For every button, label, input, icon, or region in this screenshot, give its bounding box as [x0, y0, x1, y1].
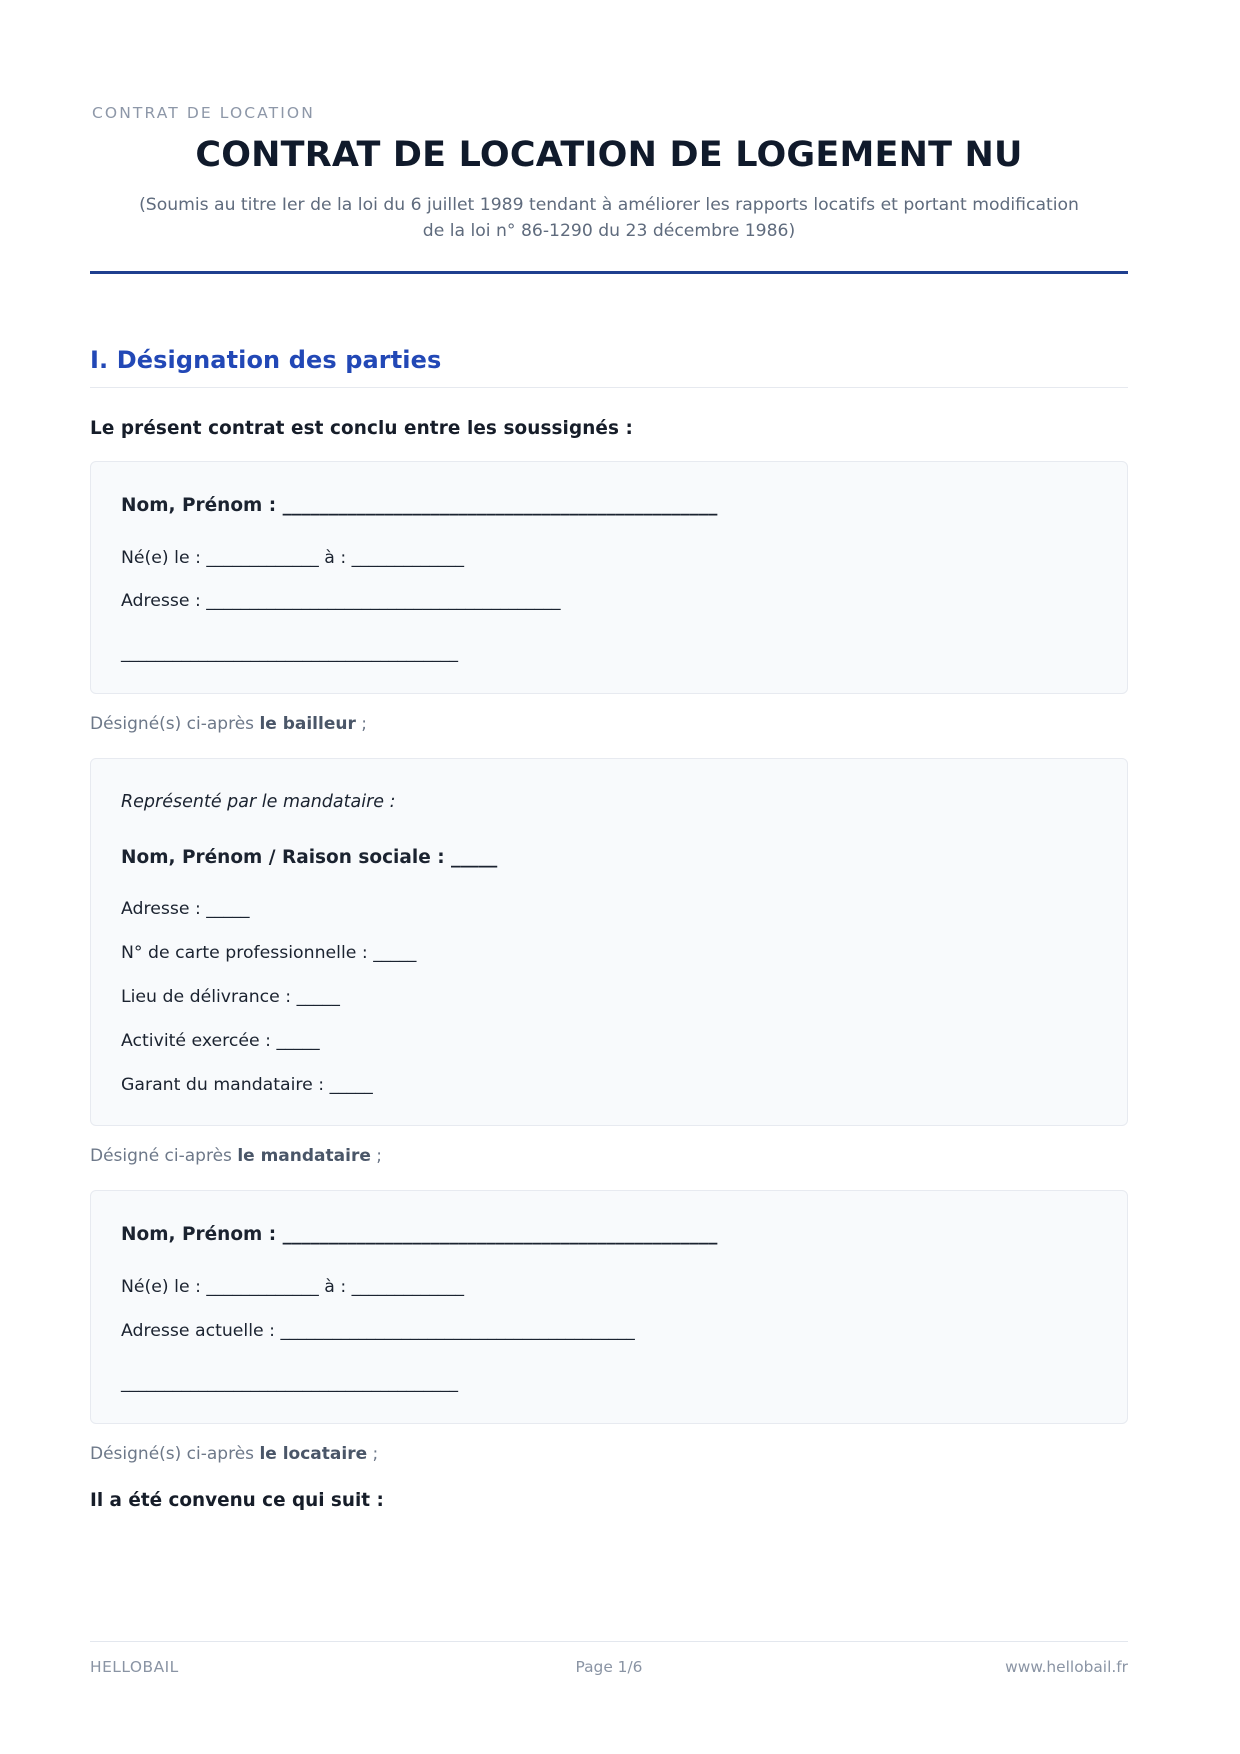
- field-blank[interactable]: _____________ à : _____________: [206, 547, 464, 568]
- field-adresse-bailleur[interactable]: [121, 589, 1097, 615]
- field-label: Représenté par le mandataire :: [121, 792, 396, 813]
- footer-brand: HELLOBAIL: [90, 1658, 179, 1676]
- locataire-fields-box: [90, 1190, 1128, 1424]
- field-nom-prenom-locataire[interactable]: [121, 1221, 1097, 1249]
- caption-mandataire-strong: le mandataire: [237, 1146, 371, 1167]
- field-blank[interactable]: _____________ à : _____________: [206, 1276, 464, 1297]
- mandataire-fields-box: [90, 758, 1128, 1126]
- caption-locataire: [90, 1444, 1128, 1464]
- caption-bailleur-prefix: Désigné(s) ci-après: [90, 714, 260, 735]
- footer-page-number: Page 1/6: [575, 1658, 643, 1676]
- field-adresse-bailleur-suite[interactable]: [121, 641, 1097, 667]
- footer-divider: [90, 1641, 1128, 1642]
- field-garant-mandataire[interactable]: [121, 1073, 1097, 1099]
- field-label: Adresse :: [121, 591, 207, 612]
- section-lead-text: Le présent contrat est conclu entre les soussignés :: [90, 417, 633, 439]
- field-blank[interactable]: _____: [206, 899, 250, 920]
- field-label: Adresse actuelle :: [121, 1320, 281, 1341]
- field-label: Adresse :: [121, 899, 207, 920]
- caption-bailleur-suffix: ;: [355, 714, 367, 735]
- field-adresse-actuelle[interactable]: [121, 1319, 1097, 1345]
- caption-bailleur: [90, 714, 1128, 734]
- closing-statement: Il a été convenu ce qui suit :: [90, 1489, 384, 1511]
- field-label: Né(e) le :: [121, 547, 207, 568]
- document-eyebrow: CONTRAT DE LOCATION: [92, 104, 315, 122]
- field-blank[interactable]: _________________________________________: [206, 591, 561, 612]
- field-adresse-mandataire[interactable]: [121, 897, 1097, 923]
- field-mandataire-intro: [121, 789, 1097, 815]
- field-naissance-bailleur[interactable]: [121, 546, 1097, 572]
- field-label: Nom, Prénom :: [121, 494, 283, 516]
- caption-locataire-strong: le locataire: [259, 1443, 368, 1464]
- field-blank[interactable]: _______________________________________: [121, 1372, 458, 1393]
- section-divider: [90, 387, 1128, 388]
- field-blank[interactable]: _____: [451, 846, 498, 868]
- caption-mandataire-prefix: Désigné ci-après: [90, 1146, 238, 1167]
- field-label: N° de carte professionnelle :: [121, 943, 374, 964]
- field-blank[interactable]: _____: [276, 1031, 320, 1052]
- field-label: Né(e) le :: [121, 1276, 207, 1297]
- caption-mandataire: [90, 1146, 1128, 1166]
- field-nom-prenom-bailleur[interactable]: [121, 492, 1097, 520]
- field-naissance-locataire[interactable]: [121, 1275, 1097, 1301]
- field-blank[interactable]: _____: [373, 943, 417, 964]
- field-blank[interactable]: _______________________________________: [121, 643, 458, 664]
- field-carte-professionnelle[interactable]: [121, 941, 1097, 967]
- field-activite-exercee[interactable]: [121, 1029, 1097, 1055]
- caption-locataire-suffix: ;: [367, 1443, 379, 1464]
- field-label: Nom, Prénom / Raison sociale :: [121, 846, 452, 868]
- page-footer: [90, 1641, 1128, 1676]
- document-subtitle: (Soumis au titre Ier de la loi du 6 juillet 1989 tendant à améliorer les rapports locatifs et portant modification de la loi n° 86-1290 du 23 décembre 1986): [139, 195, 1079, 241]
- field-label: Activité exercée :: [121, 1031, 277, 1052]
- field-label: Nom, Prénom :: [121, 1224, 283, 1246]
- footer-website: www.hellobail.fr: [1005, 1658, 1128, 1676]
- caption-bailleur-strong: le bailleur: [259, 714, 356, 735]
- page-title: CONTRAT DE LOCATION DE LOGEMENT NU: [195, 135, 1023, 175]
- document-header: [90, 104, 1128, 274]
- field-blank[interactable]: _____: [329, 1075, 373, 1096]
- field-label: Lieu de délivrance :: [121, 987, 297, 1008]
- field-lieu-delivrance[interactable]: [121, 985, 1097, 1011]
- field-adresse-actuelle-suite[interactable]: [121, 1371, 1097, 1397]
- field-blank[interactable]: _________________________________________: [280, 1320, 635, 1341]
- field-blank[interactable]: _______________________________________________: [282, 494, 718, 516]
- field-blank[interactable]: _______________________________________________: [282, 1224, 718, 1246]
- field-blank[interactable]: _____: [296, 987, 340, 1008]
- section-designation-des-parties: [90, 346, 1128, 1511]
- caption-locataire-prefix: Désigné(s) ci-après: [90, 1443, 260, 1464]
- section-heading: I. Désignation des parties: [90, 345, 442, 374]
- field-nom-raison-sociale[interactable]: [121, 844, 1097, 872]
- caption-mandataire-suffix: ;: [370, 1146, 382, 1167]
- header-divider: [90, 271, 1128, 274]
- field-label: Garant du mandataire :: [121, 1075, 330, 1096]
- footer-row: [90, 1658, 1128, 1676]
- bailleur-fields-box: [90, 461, 1128, 695]
